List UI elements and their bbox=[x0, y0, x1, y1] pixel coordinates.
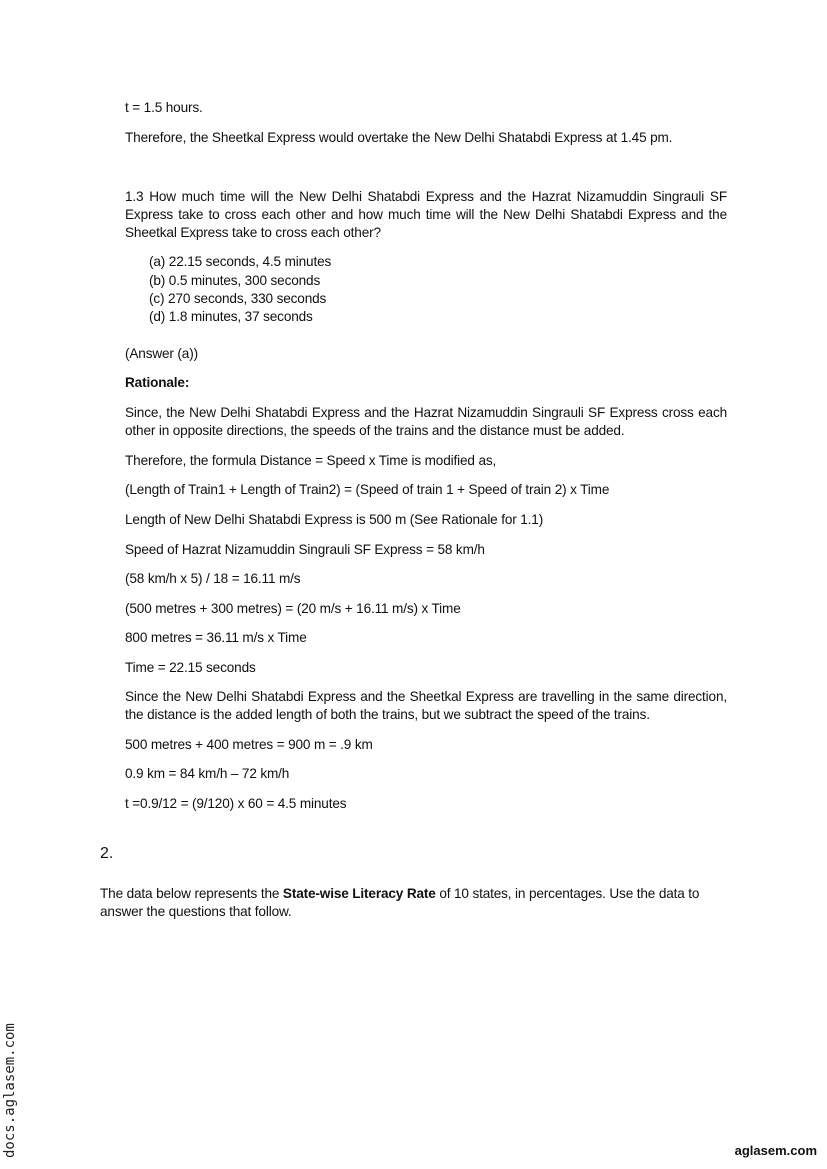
option-a: (a) 22.15 seconds, 4.5 minutes bbox=[149, 254, 332, 269]
intro-bold: State-wise Literacy Rate bbox=[282, 886, 436, 901]
rationale-line: Since, the New Delhi Shatabdi Express and the Hazrat Nizamuddin Singrauli SF Express cross each other in opposite directions, the speeds of the trains and the distance must be added. bbox=[125, 405, 727, 438]
rationale-line: Time = 22.15 seconds bbox=[125, 660, 256, 675]
rationale-line: t =0.9/12 = (9/120) x 60 = 4.5 minutes bbox=[125, 796, 347, 811]
rationale-line: (500 metres + 300 metres) = (20 m/s + 16.11 m/s) x Time bbox=[125, 601, 461, 616]
option-c: (c) 270 seconds, 330 seconds bbox=[149, 291, 327, 306]
rationale-heading: Rationale: bbox=[125, 375, 190, 390]
rationale-line: 800 metres = 36.11 m/s x Time bbox=[125, 630, 307, 645]
intro-text: The data below represents the bbox=[100, 886, 283, 901]
intro-text: of 10 states, in percentages. Use the data to answer the questions that follow. bbox=[100, 886, 700, 919]
rationale-line: Therefore, the formula Distance = Speed x Time is modified as, bbox=[125, 453, 497, 468]
rationale-line: (58 km/h x 5) / 18 = 16.11 m/s bbox=[125, 571, 301, 586]
rationale-line: 500 metres + 400 metres = 900 m = .9 km bbox=[125, 737, 373, 752]
rationale-line: Speed of Hazrat Nizamuddin Singrauli SF Express = 58 km/h bbox=[125, 542, 485, 557]
option-d: (d) 1.8 minutes, 37 seconds bbox=[149, 309, 313, 324]
watermark: docs.aglasem.com bbox=[2, 1023, 18, 1158]
text-line: Therefore, the Sheetkal Express would overtake the New Delhi Shatabdi Express at 1.45 pm. bbox=[125, 130, 673, 145]
text-line: t = 1.5 hours. bbox=[125, 100, 203, 115]
answer: (Answer (a)) bbox=[125, 346, 198, 361]
rationale-line: 0.9 km = 84 km/h – 72 km/h bbox=[125, 766, 290, 781]
question-2-intro bbox=[100, 885, 730, 921]
rationale-line: Since the New Delhi Shatabdi Express and the Sheetkal Express are travelling in the same direction, the distance is the added length of both the trains, but we subtract the speed of the trains. bbox=[125, 689, 727, 722]
question-1-3: 1.3 How much time will the New Delhi Shatabdi Express and the Hazrat Nizamuddin Singrauli SF Express take to cross each other and how much time will the New Delhi Shatabdi Express and the Sheetkal Express take to cross each other? bbox=[125, 189, 727, 240]
brand-link[interactable]: aglasem.com bbox=[734, 1143, 817, 1158]
rationale-line: Length of New Delhi Shatabdi Express is 500 m (See Rationale for 1.1) bbox=[125, 512, 544, 527]
question-2-number: 2. bbox=[100, 845, 114, 862]
option-b: (b) 0.5 minutes, 300 seconds bbox=[149, 273, 321, 288]
rationale-line: (Length of Train1 + Length of Train2) = (Speed of train 1 + Speed of train 2) x Time bbox=[125, 482, 610, 497]
